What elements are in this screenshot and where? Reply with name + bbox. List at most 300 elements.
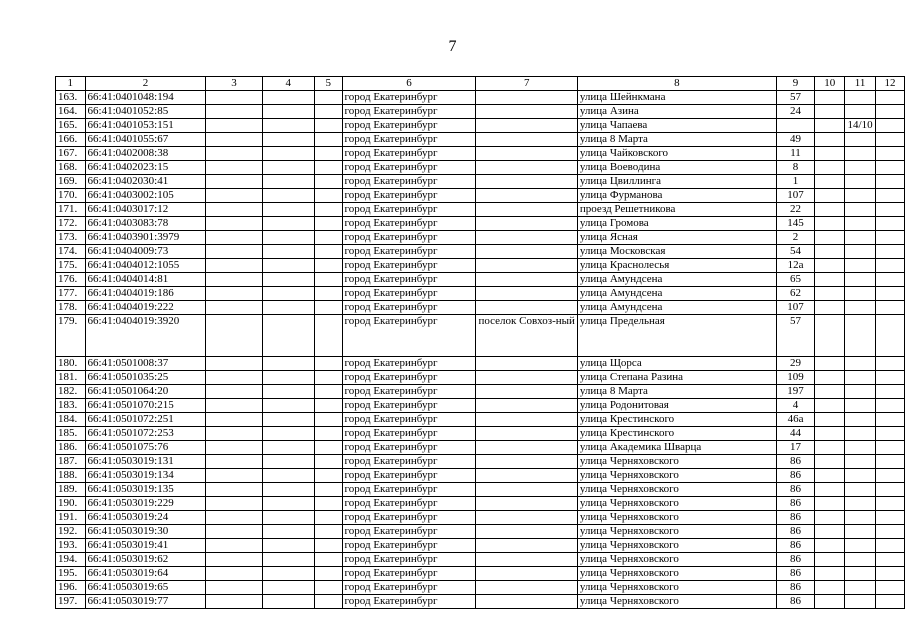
- street-cell: улица Краснолесья: [577, 259, 776, 273]
- col12-cell: [876, 483, 905, 497]
- table-row: [56, 371, 905, 385]
- col4-cell: [262, 441, 314, 455]
- row-number-cell: 167.: [56, 147, 86, 161]
- column-header-7: 7: [476, 77, 577, 91]
- col11-cell: [845, 553, 876, 567]
- settlement-cell: [476, 203, 577, 217]
- house-number-cell: 49: [776, 133, 815, 147]
- col5-cell: [315, 497, 343, 511]
- col5-cell: [315, 441, 343, 455]
- column-header-5: 5: [315, 77, 343, 91]
- row-number-cell: 192.: [56, 525, 86, 539]
- column-header-9: 9: [776, 77, 815, 91]
- col11-cell: [845, 455, 876, 469]
- house-number-cell: 57: [776, 315, 815, 357]
- house-number-cell: 24: [776, 105, 815, 119]
- col11-cell: [845, 245, 876, 259]
- col12-cell: [876, 245, 905, 259]
- col4-cell: [262, 315, 314, 357]
- col12-cell: [876, 301, 905, 315]
- col5-cell: [315, 161, 343, 175]
- settlement-cell: [476, 413, 577, 427]
- settlement-cell: [476, 567, 577, 581]
- col5-cell: [315, 273, 343, 287]
- row-number-cell: 165.: [56, 119, 86, 133]
- city-cell: город Екатеринбург: [342, 427, 476, 441]
- col3-cell: [206, 259, 262, 273]
- settlement-cell: [476, 385, 577, 399]
- col3-cell: [206, 91, 262, 105]
- city-cell: город Екатеринбург: [342, 413, 476, 427]
- row-number-cell: 169.: [56, 175, 86, 189]
- col4-cell: [262, 399, 314, 413]
- col11-cell: [845, 511, 876, 525]
- col12-cell: [876, 469, 905, 483]
- col10-cell: [815, 469, 845, 483]
- house-number-cell: 46а: [776, 413, 815, 427]
- col4-cell: [262, 511, 314, 525]
- city-cell: город Екатеринбург: [342, 245, 476, 259]
- street-cell: улица Амундсена: [577, 287, 776, 301]
- settlement-cell: [476, 273, 577, 287]
- settlement-cell: [476, 553, 577, 567]
- table-row: [56, 511, 905, 525]
- col11-cell: [845, 133, 876, 147]
- city-cell: город Екатеринбург: [342, 581, 476, 595]
- col11-cell: [845, 217, 876, 231]
- col3-cell: [206, 497, 262, 511]
- col12-cell: [876, 441, 905, 455]
- settlement-cell: [476, 357, 577, 371]
- col3-cell: [206, 455, 262, 469]
- col10-cell: [815, 273, 845, 287]
- table-row: [56, 175, 905, 189]
- col11-cell: [845, 567, 876, 581]
- col10-cell: [815, 105, 845, 119]
- col4-cell: [262, 105, 314, 119]
- col11-cell: [845, 91, 876, 105]
- col10-cell: [815, 595, 845, 609]
- col10-cell: [815, 189, 845, 203]
- cadastral-number-cell: 66:41:0404012:1055: [85, 259, 206, 273]
- table-row: [56, 273, 905, 287]
- row-number-cell: 194.: [56, 553, 86, 567]
- street-cell: улица Воеводина: [577, 161, 776, 175]
- house-number-cell: 65: [776, 273, 815, 287]
- col5-cell: [315, 231, 343, 245]
- table-row: [56, 455, 905, 469]
- city-cell: город Екатеринбург: [342, 567, 476, 581]
- col11-cell: [845, 399, 876, 413]
- col11-cell: [845, 525, 876, 539]
- col5-cell: [315, 511, 343, 525]
- col10-cell: [815, 441, 845, 455]
- col12-cell: [876, 259, 905, 273]
- table-row: [56, 245, 905, 259]
- city-cell: город Екатеринбург: [342, 133, 476, 147]
- city-cell: город Екатеринбург: [342, 217, 476, 231]
- col4-cell: [262, 203, 314, 217]
- col11-cell: [845, 315, 876, 357]
- house-number-cell: 197: [776, 385, 815, 399]
- table-row: [56, 203, 905, 217]
- col12-cell: [876, 133, 905, 147]
- house-number-cell: 44: [776, 427, 815, 441]
- col5-cell: [315, 581, 343, 595]
- col4-cell: [262, 161, 314, 175]
- house-number-cell: 86: [776, 455, 815, 469]
- col3-cell: [206, 567, 262, 581]
- house-number-cell: 107: [776, 189, 815, 203]
- col4-cell: [262, 259, 314, 273]
- col5-cell: [315, 371, 343, 385]
- col11-cell: [845, 231, 876, 245]
- col4-cell: [262, 385, 314, 399]
- col10-cell: [815, 147, 845, 161]
- col4-cell: [262, 581, 314, 595]
- col10-cell: [815, 119, 845, 133]
- col5-cell: [315, 259, 343, 273]
- city-cell: город Екатеринбург: [342, 259, 476, 273]
- col11-cell: [845, 385, 876, 399]
- street-cell: улица Черняховского: [577, 525, 776, 539]
- street-cell: улица Крестинского: [577, 413, 776, 427]
- col4-cell: [262, 357, 314, 371]
- col5-cell: [315, 119, 343, 133]
- col12-cell: [876, 595, 905, 609]
- col3-cell: [206, 441, 262, 455]
- settlement-cell: [476, 287, 577, 301]
- col11-cell: [845, 287, 876, 301]
- city-cell: город Екатеринбург: [342, 105, 476, 119]
- column-header-2: 2: [85, 77, 206, 91]
- col12-cell: [876, 91, 905, 105]
- col4-cell: [262, 147, 314, 161]
- cadastral-number-cell: 66:41:0503019:134: [85, 469, 206, 483]
- house-number-cell: 8: [776, 161, 815, 175]
- row-number-cell: 191.: [56, 511, 86, 525]
- cadastral-number-cell: 66:41:0404009:73: [85, 245, 206, 259]
- row-number-cell: 168.: [56, 161, 86, 175]
- row-number-cell: 185.: [56, 427, 86, 441]
- cadastral-number-cell: 66:41:0404019:186: [85, 287, 206, 301]
- row-number-cell: 186.: [56, 441, 86, 455]
- cadastral-number-cell: 66:41:0402023:15: [85, 161, 206, 175]
- row-number-cell: 177.: [56, 287, 86, 301]
- street-cell: улица Крестинского: [577, 427, 776, 441]
- city-cell: город Екатеринбург: [342, 161, 476, 175]
- settlement-cell: [476, 161, 577, 175]
- table-row: [56, 231, 905, 245]
- city-cell: город Екатеринбург: [342, 385, 476, 399]
- col3-cell: [206, 511, 262, 525]
- col12-cell: [876, 357, 905, 371]
- col4-cell: [262, 301, 314, 315]
- house-number-cell: 54: [776, 245, 815, 259]
- col10-cell: [815, 231, 845, 245]
- col10-cell: [815, 315, 845, 357]
- street-cell: улица Цвиллинга: [577, 175, 776, 189]
- house-number-cell: 11: [776, 147, 815, 161]
- street-cell: улица Академика Шварца: [577, 441, 776, 455]
- city-cell: город Екатеринбург: [342, 399, 476, 413]
- col12-cell: [876, 567, 905, 581]
- col5-cell: [315, 175, 343, 189]
- col12-cell: [876, 539, 905, 553]
- col3-cell: [206, 189, 262, 203]
- street-cell: улица Черняховского: [577, 511, 776, 525]
- table-row: [56, 119, 905, 133]
- col4-cell: [262, 231, 314, 245]
- col3-cell: [206, 399, 262, 413]
- col10-cell: [815, 581, 845, 595]
- col10-cell: [815, 301, 845, 315]
- col4-cell: [262, 525, 314, 539]
- cadastral-number-cell: 66:41:0503019:41: [85, 539, 206, 553]
- col11-cell: [845, 371, 876, 385]
- street-cell: улица Черняховского: [577, 595, 776, 609]
- col12-cell: [876, 175, 905, 189]
- col11-cell: [845, 301, 876, 315]
- col5-cell: [315, 189, 343, 203]
- cadastral-number-cell: 66:41:0501075:76: [85, 441, 206, 455]
- col4-cell: [262, 567, 314, 581]
- col11-cell: [845, 273, 876, 287]
- page-number: 7: [448, 38, 457, 55]
- col10-cell: [815, 371, 845, 385]
- city-cell: город Екатеринбург: [342, 175, 476, 189]
- settlement-cell: [476, 595, 577, 609]
- settlement-cell: [476, 105, 577, 119]
- col5-cell: [315, 301, 343, 315]
- col10-cell: [815, 217, 845, 231]
- table-row: [56, 147, 905, 161]
- house-number-cell: 86: [776, 483, 815, 497]
- street-cell: улица 8 Марта: [577, 385, 776, 399]
- cadastral-number-cell: 66:41:0503019:64: [85, 567, 206, 581]
- col4-cell: [262, 595, 314, 609]
- house-number-cell: 12а: [776, 259, 815, 273]
- house-number-cell: 86: [776, 567, 815, 581]
- col12-cell: [876, 399, 905, 413]
- row-number-cell: 178.: [56, 301, 86, 315]
- cadastral-number-cell: 66:41:0403002:105: [85, 189, 206, 203]
- col3-cell: [206, 133, 262, 147]
- settlement-cell: [476, 133, 577, 147]
- street-cell: улица Черняховского: [577, 553, 776, 567]
- street-cell: улица Чайковского: [577, 147, 776, 161]
- house-number-cell: 86: [776, 581, 815, 595]
- col11-cell: [845, 427, 876, 441]
- cadastral-number-cell: 66:41:0503019:62: [85, 553, 206, 567]
- table-row: [56, 399, 905, 413]
- col12-cell: [876, 455, 905, 469]
- col3-cell: [206, 371, 262, 385]
- col3-cell: [206, 413, 262, 427]
- col5-cell: [315, 287, 343, 301]
- settlement-cell: [476, 581, 577, 595]
- col4-cell: [262, 245, 314, 259]
- col10-cell: [815, 357, 845, 371]
- col5-cell: [315, 315, 343, 357]
- col5-cell: [315, 217, 343, 231]
- column-header-10: 10: [815, 77, 845, 91]
- col10-cell: [815, 385, 845, 399]
- city-cell: город Екатеринбург: [342, 525, 476, 539]
- col5-cell: [315, 427, 343, 441]
- table-row: [56, 357, 905, 371]
- street-cell: улица Черняховского: [577, 483, 776, 497]
- house-number-cell: 29: [776, 357, 815, 371]
- col12-cell: [876, 497, 905, 511]
- col4-cell: [262, 133, 314, 147]
- col10-cell: [815, 483, 845, 497]
- city-cell: город Екатеринбург: [342, 553, 476, 567]
- col5-cell: [315, 455, 343, 469]
- cadastral-number-cell: 66:41:0503019:77: [85, 595, 206, 609]
- cadastral-number-cell: 66:41:0503019:30: [85, 525, 206, 539]
- col11-cell: [845, 469, 876, 483]
- row-number-cell: 197.: [56, 595, 86, 609]
- settlement-cell: [476, 455, 577, 469]
- cadastral-number-cell: 66:41:0402008:38: [85, 147, 206, 161]
- street-cell: улица Фурманова: [577, 189, 776, 203]
- column-header-12: 12: [876, 77, 905, 91]
- col3-cell: [206, 203, 262, 217]
- col12-cell: [876, 231, 905, 245]
- col10-cell: [815, 525, 845, 539]
- col12-cell: [876, 413, 905, 427]
- cadastral-number-cell: 66:41:0503019:24: [85, 511, 206, 525]
- table-row: [56, 469, 905, 483]
- col11-cell: [845, 189, 876, 203]
- city-cell: город Екатеринбург: [342, 287, 476, 301]
- settlement-cell: [476, 371, 577, 385]
- col10-cell: [815, 413, 845, 427]
- street-cell: улица Черняховского: [577, 539, 776, 553]
- row-number-cell: 173.: [56, 231, 86, 245]
- col3-cell: [206, 483, 262, 497]
- settlement-cell: [476, 511, 577, 525]
- row-number-cell: 196.: [56, 581, 86, 595]
- cadastral-number-cell: 66:41:0403017:12: [85, 203, 206, 217]
- cadastral-number-cell: 66:41:0401052:85: [85, 105, 206, 119]
- row-number-cell: 163.: [56, 91, 86, 105]
- registry-table: [55, 76, 905, 609]
- col12-cell: [876, 189, 905, 203]
- table-row: [56, 427, 905, 441]
- col5-cell: [315, 553, 343, 567]
- city-cell: город Екатеринбург: [342, 231, 476, 245]
- col3-cell: [206, 287, 262, 301]
- col5-cell: [315, 147, 343, 161]
- table-row: [56, 315, 905, 357]
- col12-cell: [876, 385, 905, 399]
- settlement-cell: [476, 91, 577, 105]
- row-number-cell: 181.: [56, 371, 86, 385]
- col11-cell: [845, 175, 876, 189]
- col12-cell: [876, 119, 905, 133]
- city-cell: город Екатеринбург: [342, 189, 476, 203]
- col11-cell: [845, 105, 876, 119]
- row-number-cell: 188.: [56, 469, 86, 483]
- col12-cell: [876, 511, 905, 525]
- settlement-cell: поселок Совхоз-ный: [476, 315, 577, 357]
- col3-cell: [206, 553, 262, 567]
- col10-cell: [815, 287, 845, 301]
- street-cell: проезд Решетникова: [577, 203, 776, 217]
- row-number-cell: 176.: [56, 273, 86, 287]
- house-number-cell: 86: [776, 525, 815, 539]
- col4-cell: [262, 175, 314, 189]
- city-cell: город Екатеринбург: [342, 91, 476, 105]
- col5-cell: [315, 385, 343, 399]
- table-row: [56, 161, 905, 175]
- house-number-cell: [776, 119, 815, 133]
- col5-cell: [315, 525, 343, 539]
- cadastral-number-cell: 66:41:0401055:67: [85, 133, 206, 147]
- table-row: [56, 595, 905, 609]
- col10-cell: [815, 553, 845, 567]
- table-row: [56, 259, 905, 273]
- col3-cell: [206, 595, 262, 609]
- street-cell: улица Амундсена: [577, 273, 776, 287]
- col10-cell: [815, 259, 845, 273]
- col10-cell: [815, 427, 845, 441]
- col10-cell: [815, 567, 845, 581]
- col10-cell: [815, 133, 845, 147]
- cadastral-number-cell: 66:41:0501035:25: [85, 371, 206, 385]
- col4-cell: [262, 217, 314, 231]
- table-row: [56, 301, 905, 315]
- city-cell: город Екатеринбург: [342, 371, 476, 385]
- street-cell: улица Черняховского: [577, 455, 776, 469]
- col12-cell: [876, 553, 905, 567]
- row-number-cell: 174.: [56, 245, 86, 259]
- col4-cell: [262, 91, 314, 105]
- house-number-cell: 86: [776, 595, 815, 609]
- col3-cell: [206, 119, 262, 133]
- col5-cell: [315, 357, 343, 371]
- settlement-cell: [476, 469, 577, 483]
- col5-cell: [315, 133, 343, 147]
- row-number-cell: 184.: [56, 413, 86, 427]
- city-cell: город Екатеринбург: [342, 469, 476, 483]
- city-cell: город Екатеринбург: [342, 595, 476, 609]
- col12-cell: [876, 371, 905, 385]
- street-cell: улица 8 Марта: [577, 133, 776, 147]
- col3-cell: [206, 217, 262, 231]
- house-number-cell: 86: [776, 539, 815, 553]
- row-number-cell: 179.: [56, 315, 86, 357]
- col11-cell: [845, 413, 876, 427]
- street-cell: улица Родонитовая: [577, 399, 776, 413]
- col11-cell: [845, 539, 876, 553]
- city-cell: город Екатеринбург: [342, 273, 476, 287]
- col12-cell: [876, 273, 905, 287]
- table-row: [56, 217, 905, 231]
- row-number-cell: 171.: [56, 203, 86, 217]
- row-number-cell: 193.: [56, 539, 86, 553]
- col5-cell: [315, 245, 343, 259]
- col11-cell: [845, 581, 876, 595]
- col4-cell: [262, 189, 314, 203]
- col11-cell: [845, 203, 876, 217]
- house-number-cell: 4: [776, 399, 815, 413]
- settlement-cell: [476, 525, 577, 539]
- street-cell: улица Амундсена: [577, 301, 776, 315]
- city-cell: город Екатеринбург: [342, 203, 476, 217]
